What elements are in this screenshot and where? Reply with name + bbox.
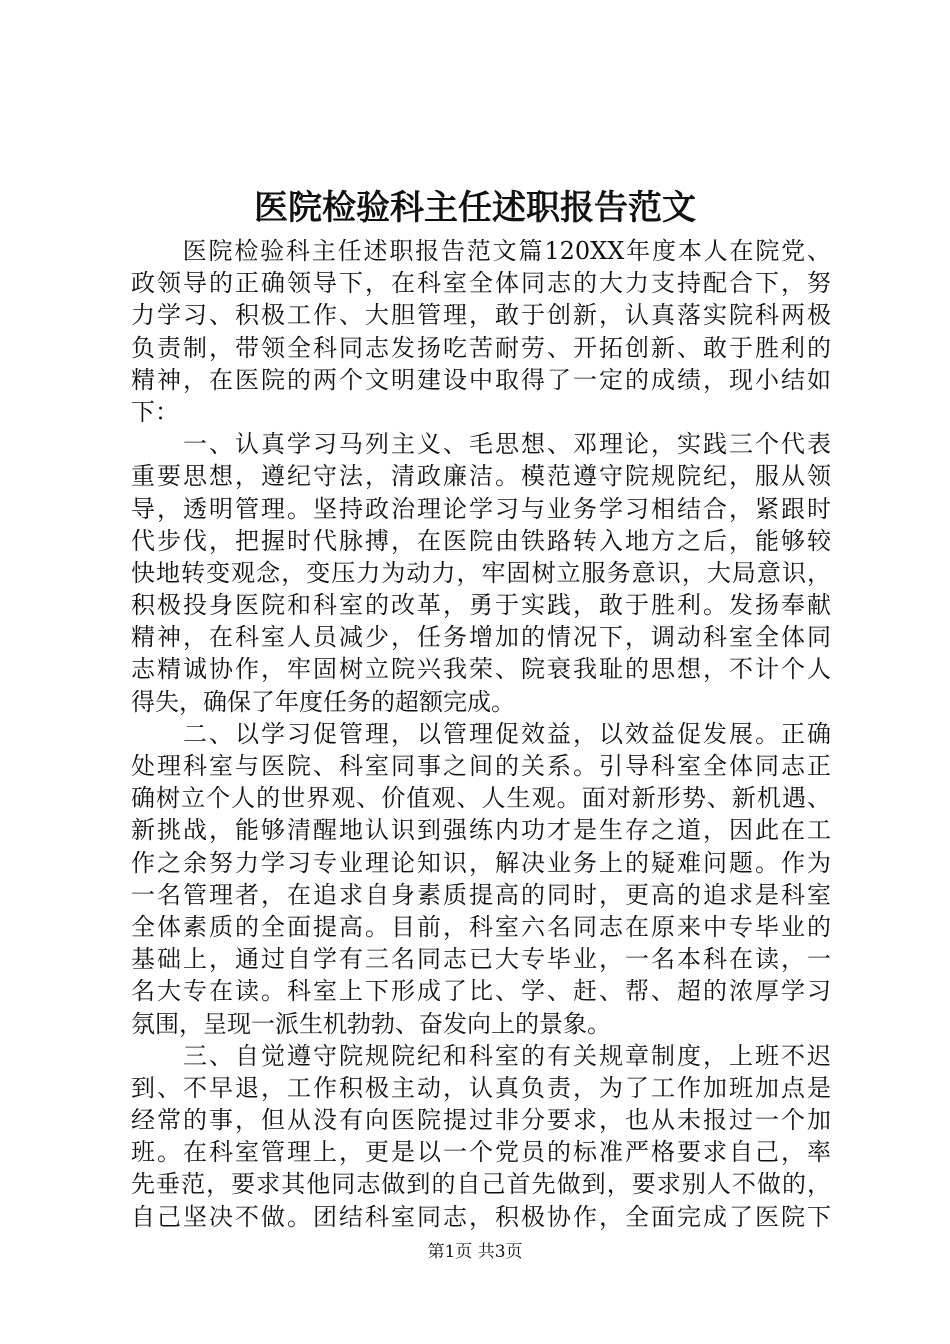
document-body [131,235,831,1233]
body-line: 重要思想，遵纪守法，清政廉洁。模范遵守院规院纪，服从领 [131,462,831,491]
body-line: 先垂范，要求其他同志做到的自己首先做到，要求别人不做的， [131,1170,831,1199]
body-line: 二、以学习促管理，以管理促效益，以效益促发展。正确 [131,719,831,748]
body-line: 精神，在医院的两个文明建设中取得了一定的成绩，现小结如 [131,365,831,394]
body-line: 基础上，通过自学有三名同志已大专毕业，一名本科在读，一 [131,945,831,974]
body-line: 班。在科室管理上，更是以一个党员的标准严格要求自己，率 [131,1138,831,1167]
body-line: 力学习、积极工作、大胆管理，敢于创新，认真落实院科两极 [131,301,831,330]
body-line: 政领导的正确领导下，在科室全体同志的大力支持配合下，努 [131,269,831,298]
body-line: 快地转变观念，变压力为动力，牢固树立服务意识，大局意识， [131,558,831,587]
body-line: 确树立个人的世界观、价值观、人生观。面对新形势、新机遇、 [131,784,831,813]
body-line: 一、认真学习马列主义、毛思想、邓理论，实践三个代表 [131,430,831,459]
body-line: 精神，在科室人员减少，任务增加的情况下，调动科室全体同 [131,623,831,652]
body-line: 志精诚协作，牢固树立院兴我荣、院衰我耻的思想，不计个人 [131,655,831,684]
body-line: 代步伐，把握时代脉搏，在医院由铁路转入地方之后，能够较 [131,526,831,555]
body-line: 新挑战，能够清醒地认识到强练内功才是生存之道，因此在工 [131,816,831,845]
body-line: 得失，确保了年度任务的超额完成。 [131,687,515,716]
body-line: 氛围，呈现一派生机勃勃、奋发向上的景象。 [131,1009,611,1038]
body-line: 负责制，带领全科同志发扬吃苦耐劳、开拓创新、敢于胜利的 [131,333,831,362]
body-line: 作之余努力学习专业理论知识，解决业务上的疑难问题。作为 [131,848,831,877]
body-line: 医院检验科主任述职报告范文篇120XX年度本人在院党、 [131,237,831,265]
body-line: 全体素质的全面提高。目前，科室六名同志在原来中专毕业的 [131,912,831,941]
body-line: 名大专在读。科室上下形成了比、学、赶、帮、超的浓厚学习 [131,977,831,1006]
body-line: 经常的事，但从没有向医院提过非分要求，也从未报过一个加 [131,1106,831,1135]
page-footer: 第1页 共3页 [427,1242,523,1262]
body-line: 下： [131,397,179,426]
body-line: 积极投身医院和科室的改革，勇于实践，敢于胜利。发扬奉献 [131,591,831,620]
body-line: 到、不早退，工作积极主动，认真负责，为了工作加班加点是 [131,1073,831,1102]
document-title: 医院检验科主任述职报告范文 [254,188,696,228]
body-line: 一名管理者，在追求自身素质提高的同时，更高的追求是科室 [131,880,831,909]
body-line: 处理科室与医院、科室同事之间的关系。引导科室全体同志正 [131,752,831,780]
body-line: 三、自觉遵守院规院纪和科室的有关规章制度，上班不迟 [131,1041,831,1070]
body-line: 导，透明管理。坚持政治理论学习与业务学习相结合，紧跟时 [131,494,831,523]
body-line: 自己坚决不做。团结科室同志，积极协作，全面完成了医院下 [131,1202,831,1231]
